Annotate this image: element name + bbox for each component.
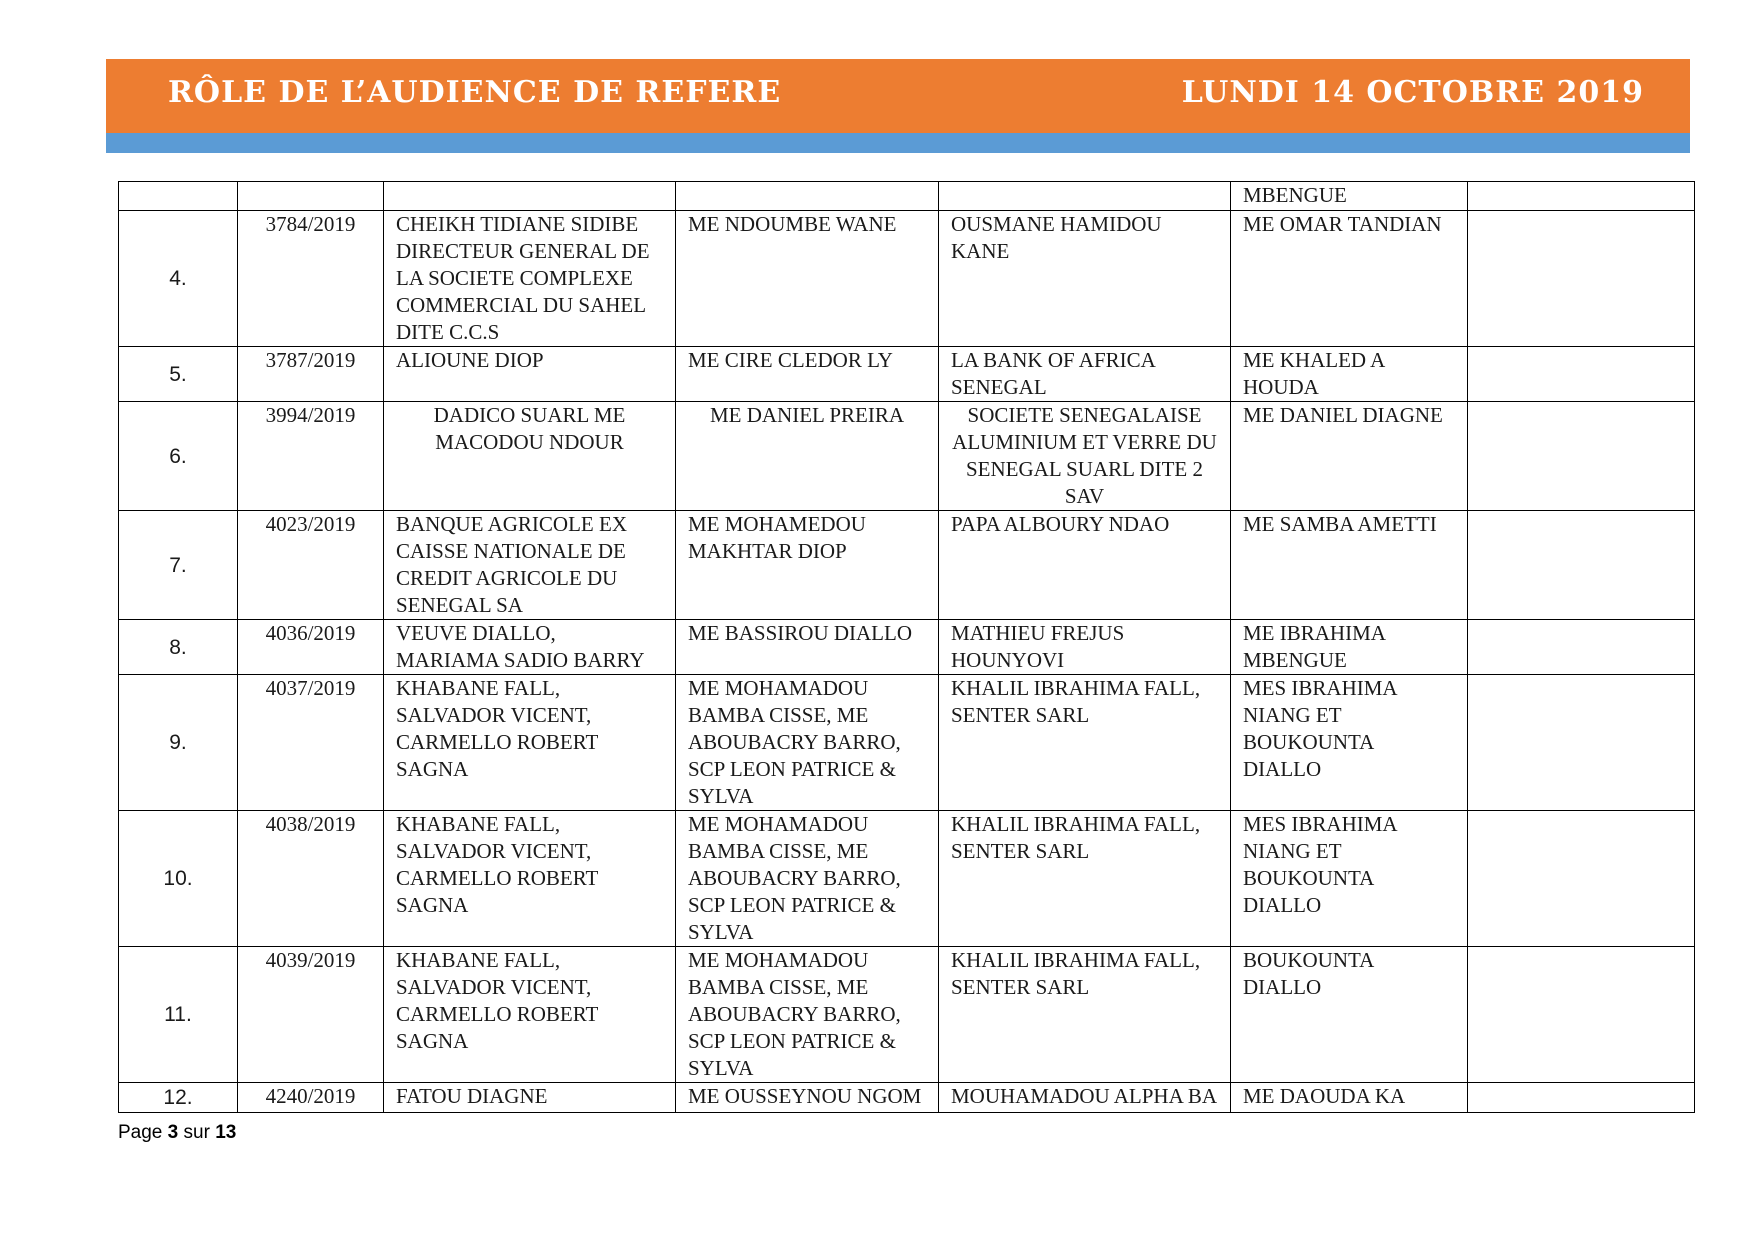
- table-row: [119, 620, 1695, 675]
- demandeur-cell: CHEIKH TIDIANE SIDIBE DIRECTEUR GENERAL DE LA SOCIETE COMPLEXE COMMERCIAL DU SAHEL DITE C.C.S: [384, 211, 676, 347]
- table-row: [119, 811, 1695, 947]
- avocat-demandeur-cell: ME DANIEL PREIRA: [676, 402, 939, 511]
- avocat-defendeur-cell: ME DANIEL DIAGNE: [1231, 402, 1468, 511]
- rg-cell: 4240/2019: [238, 1083, 384, 1113]
- avocat-defendeur-cell: MES IBRAHIMA NIANG ET BOUKOUNTA DIALLO: [1231, 675, 1468, 811]
- banner-blue-stripe: [106, 133, 1690, 153]
- avocat-demandeur-cell: ME NDOUMBE WANE: [676, 211, 939, 347]
- rg-cell: 4036/2019: [238, 620, 384, 675]
- demandeur-cell: FATOU DIAGNE: [384, 1083, 676, 1113]
- avocat-defendeur-cell: MBENGUE: [1231, 182, 1468, 211]
- rg-cell: [238, 182, 384, 211]
- demandeur-cell: BANQUE AGRICOLE EX CAISSE NATIONALE DE CREDIT AGRICOLE DU SENEGAL SA: [384, 511, 676, 620]
- avocat-demandeur-cell: ME MOHAMADOU BAMBA CISSE, ME ABOUBACRY BARRO, SCP LEON PATRICE & SYLVA: [676, 811, 939, 947]
- obs-cell: [1468, 347, 1695, 402]
- rg-cell: 4037/2019: [238, 675, 384, 811]
- table-row: [119, 402, 1695, 511]
- header-banner: [106, 59, 1690, 153]
- obs-cell: [1468, 675, 1695, 811]
- table-row: [119, 347, 1695, 402]
- rg-cell: 4038/2019: [238, 811, 384, 947]
- table-row: [119, 511, 1695, 620]
- page-label: Page: [118, 1122, 163, 1143]
- avocat-demandeur-cell: ME MOHAMADOU BAMBA CISSE, ME ABOUBACRY BARRO, SCP LEON PATRICE & SYLVA: [676, 947, 939, 1083]
- table-row: [119, 211, 1695, 347]
- table-body: [119, 182, 1695, 1113]
- avocat-defendeur-cell: MES IBRAHIMA NIANG ET BOUKOUNTA DIALLO: [1231, 811, 1468, 947]
- avocat-defendeur-cell: ME OMAR TANDIAN: [1231, 211, 1468, 347]
- num-cell: 9.: [119, 675, 238, 811]
- avocat-demandeur-cell: ME MOHAMADOU BAMBA CISSE, ME ABOUBACRY BARRO, SCP LEON PATRICE & SYLVA: [676, 675, 939, 811]
- demandeur-cell: [384, 182, 676, 211]
- rg-cell: 3994/2019: [238, 402, 384, 511]
- obs-cell: [1468, 402, 1695, 511]
- rg-cell: 3784/2019: [238, 211, 384, 347]
- num-cell: 10.: [119, 811, 238, 947]
- avocat-defendeur-cell: ME SAMBA AMETTI: [1231, 511, 1468, 620]
- obs-cell: [1468, 947, 1695, 1083]
- avocat-defendeur-cell: ME KHALED A HOUDA: [1231, 347, 1468, 402]
- num-cell: 8.: [119, 620, 238, 675]
- num-cell: [119, 182, 238, 211]
- num-cell: 5.: [119, 347, 238, 402]
- demandeur-cell: DADICO SUARL ME MACODOU NDOUR: [384, 402, 676, 511]
- table-row: [119, 947, 1695, 1083]
- obs-cell: [1468, 620, 1695, 675]
- obs-cell: [1468, 1083, 1695, 1113]
- avocat-demandeur-cell: ME MOHAMEDOU MAKHTAR DIOP: [676, 511, 939, 620]
- defendeur-cell: MOUHAMADOU ALPHA BA: [939, 1083, 1231, 1113]
- avocat-demandeur-cell: [676, 182, 939, 211]
- avocat-demandeur-cell: ME BASSIROU DIALLO: [676, 620, 939, 675]
- num-cell: 12.: [119, 1083, 238, 1113]
- page-current: 3: [167, 1122, 179, 1143]
- demandeur-cell: VEUVE DIALLO, MARIAMA SADIO BARRY: [384, 620, 676, 675]
- hearing-roll-table: [118, 181, 1695, 1113]
- page-sep: sur: [183, 1122, 210, 1143]
- table-row: [119, 1083, 1695, 1113]
- rg-cell: 3787/2019: [238, 347, 384, 402]
- defendeur-cell: MATHIEU FREJUS HOUNYOVI: [939, 620, 1231, 675]
- table-row: [119, 675, 1695, 811]
- demandeur-cell: ALIOUNE DIOP: [384, 347, 676, 402]
- rg-cell: 4023/2019: [238, 511, 384, 620]
- demandeur-cell: KHABANE FALL, SALVADOR VICENT, CARMELLO ROBERT SAGNA: [384, 947, 676, 1083]
- num-cell: 6.: [119, 402, 238, 511]
- defendeur-cell: KHALIL IBRAHIMA FALL, SENTER SARL: [939, 811, 1231, 947]
- defendeur-cell: LA BANK OF AFRICA SENEGAL: [939, 347, 1231, 402]
- defendeur-cell: OUSMANE HAMIDOU KANE: [939, 211, 1231, 347]
- defendeur-cell: PAPA ALBOURY NDAO: [939, 511, 1231, 620]
- hearing-date: LUNDI 14 OCTOBRE 2019: [1181, 75, 1644, 110]
- table-row-continuation: [119, 182, 1695, 211]
- obs-cell: [1468, 811, 1695, 947]
- num-cell: 4.: [119, 211, 238, 347]
- avocat-defendeur-cell: ME IBRAHIMA MBENGUE: [1231, 620, 1468, 675]
- page-number: [118, 1122, 236, 1144]
- avocat-defendeur-cell: BOUKOUNTA DIALLO: [1231, 947, 1468, 1083]
- demandeur-cell: KHABANE FALL, SALVADOR VICENT, CARMELLO ROBERT SAGNA: [384, 675, 676, 811]
- obs-cell: [1468, 182, 1695, 211]
- rg-cell: 4039/2019: [238, 947, 384, 1083]
- obs-cell: [1468, 511, 1695, 620]
- avocat-defendeur-cell: ME DAOUDA KA: [1231, 1083, 1468, 1113]
- page-total: 13: [215, 1122, 237, 1143]
- defendeur-cell: [939, 182, 1231, 211]
- defendeur-cell: KHALIL IBRAHIMA FALL, SENTER SARL: [939, 947, 1231, 1083]
- obs-cell: [1468, 211, 1695, 347]
- num-cell: 7.: [119, 511, 238, 620]
- defendeur-cell: SOCIETE SENEGALAISE ALUMINIUM ET VERRE DU SENEGAL SUARL DITE 2 SAV: [939, 402, 1231, 511]
- demandeur-cell: KHABANE FALL, SALVADOR VICENT, CARMELLO ROBERT SAGNA: [384, 811, 676, 947]
- avocat-demandeur-cell: ME OUSSEYNOU NGOM: [676, 1083, 939, 1113]
- avocat-demandeur-cell: ME CIRE CLEDOR LY: [676, 347, 939, 402]
- defendeur-cell: KHALIL IBRAHIMA FALL, SENTER SARL: [939, 675, 1231, 811]
- num-cell: 11.: [119, 947, 238, 1083]
- page-title: RÔLE DE L’AUDIENCE DE REFERE: [168, 75, 782, 110]
